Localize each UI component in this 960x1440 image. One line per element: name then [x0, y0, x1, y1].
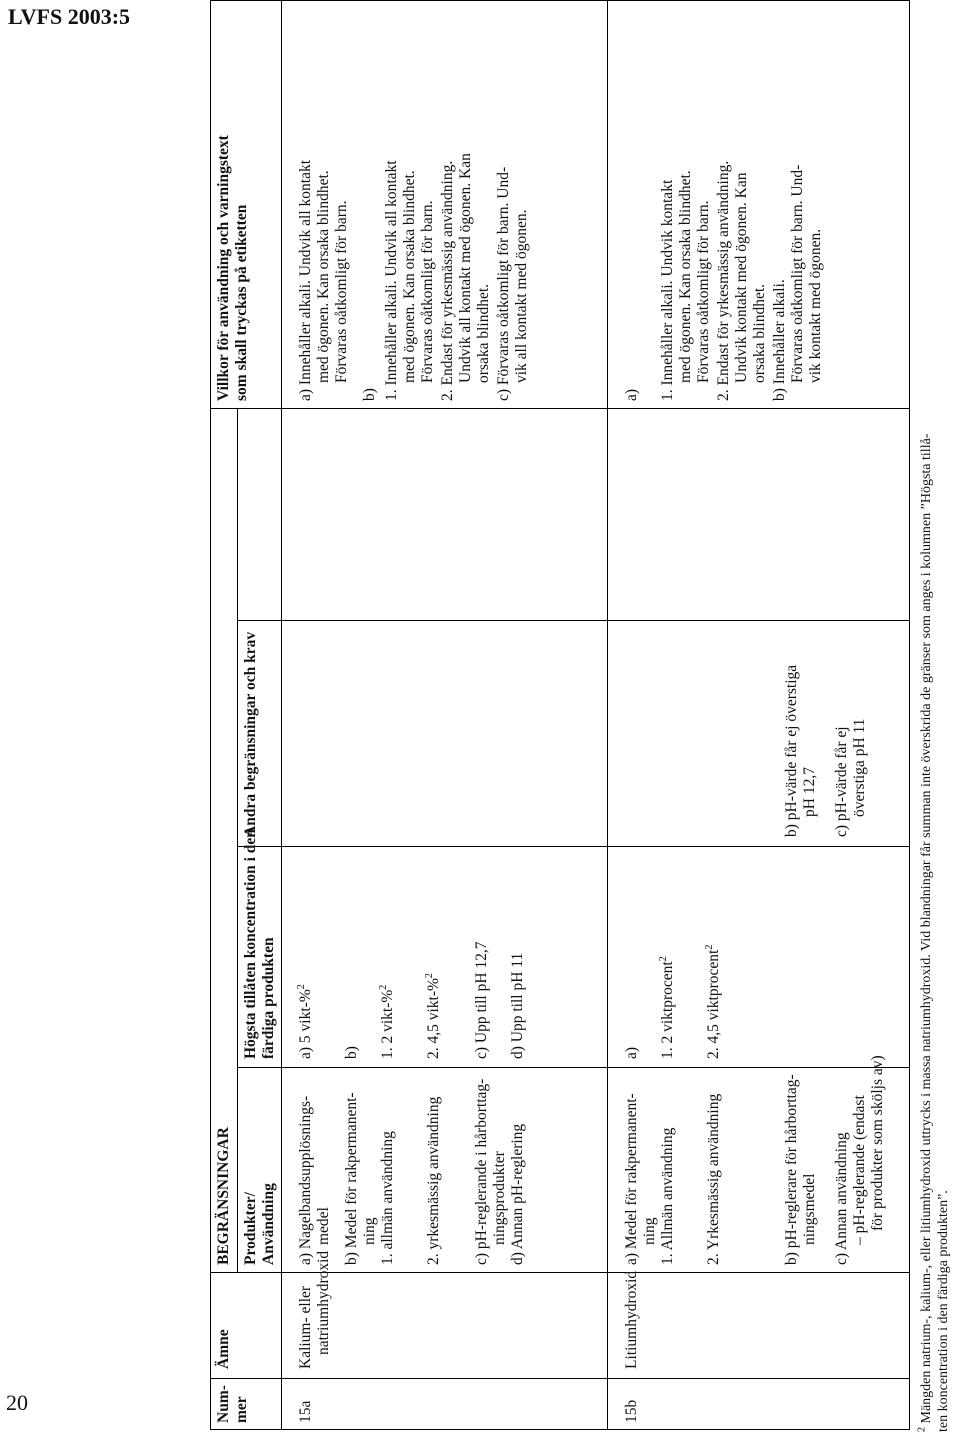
footnote-line-1: Mängden natrium-, kalium-, eller litiumhydroxid uttrycks i massa natriumhydroxid. Vid blandningar får summan inte överskrida de gränser som anges i kolumnen ”Högsta tillå-: [919, 433, 934, 1424]
col-header-amne: Ämne: [215, 1329, 232, 1369]
row-15a-produkt-line: 1. allmän användning: [379, 1131, 396, 1265]
row-15b-produkt-line: för produkter som sköljs av): [869, 1055, 886, 1231]
row-15b-produkt-line: ningsmedel: [801, 1173, 818, 1245]
row-15b-produkt-line: b) pH-reglerare för hårborttag-: [783, 1074, 800, 1265]
row-15a-villkor-line: med ögonen. Kan orsaka blindhet.: [315, 170, 332, 383]
row-15a-villkor-line: med ögonen. Kan orsaka blindhet.: [401, 170, 418, 383]
row-15b-hogsta-a: a): [623, 1046, 640, 1059]
row-15a-amne-1: Kalium- eller: [297, 1285, 314, 1369]
row-15b-villkor-line: orsaka blindhet.: [751, 283, 768, 383]
row-15a-produkt-line: b) Medel för rakpermanent-: [343, 1092, 360, 1265]
row-15a-villkor-line: b): [361, 388, 378, 401]
footnote-mark: 2: [916, 1427, 928, 1432]
row-15a-produkt-line: 2. yrkesmässig användning: [425, 1096, 442, 1265]
col-header-nummer-1: Num-: [215, 1385, 232, 1423]
row-15a-hogsta-d: d) Upp till pH 11: [509, 952, 526, 1059]
col-header-hogsta-2: färdiga produkten: [260, 937, 277, 1059]
row-15b-villkor-line: a): [623, 388, 640, 401]
row-15a-villkor-line: orsaka blindhet.: [475, 283, 492, 383]
row-15b-villkor-line: b) Innehåller alkali.: [771, 279, 788, 401]
col-header-produkter-1: Produkter/: [242, 1192, 259, 1265]
row-15a-produkt-line: ning: [361, 1217, 378, 1245]
page-number: 20: [6, 1390, 28, 1415]
row-15b-produkt-line: c) Annan användning: [833, 1132, 850, 1265]
row-15a-produkt-line: a) Nagelbandsupplösnings-: [297, 1095, 314, 1265]
row-15a-villkor-line: c) Förvaras oåtkomligt för barn. Und-: [495, 166, 512, 401]
row-15a-villkor-line: vik all kontakt med ögonen.: [513, 209, 530, 383]
row-15a-villkor-line: Förvaras oåtkomligt för barn.: [419, 200, 436, 383]
col-header-andra: Andra begränsningar och krav: [242, 631, 259, 837]
row-15b-villkor-line: 1. Innehåller alkali. Undvik kontakt: [659, 179, 676, 401]
col-header-begransningar: BEGRÄNSNINGAR: [215, 1127, 232, 1265]
row-15b-villkor-line: Förvaras oåtkomligt för barn. Und-: [789, 164, 806, 383]
row-15b-andra-line: pH 12,7: [801, 767, 818, 817]
col-header-nummer-2: mer: [233, 1396, 250, 1423]
restrictions-table: [210, 0, 910, 1430]
footnote-line-2: ten koncentration i den färdiga produkten”.: [936, 1190, 951, 1432]
row-15b-amne: Litiumhydroxid: [623, 1270, 640, 1369]
row-15a-produkt-line: medel: [315, 1207, 332, 1245]
row-15b-andra-line: b) pH-värde får ej överstiga: [783, 664, 800, 837]
row-15b-produkt-line: 2. Yrkesmässig användning: [705, 1093, 722, 1265]
row-15b-villkor-line: Förvaras oåtkomligt för barn.: [695, 200, 712, 383]
row-15a-amne-2: natriumhydroxid: [315, 1250, 332, 1355]
rotated-page-content: [210, 0, 960, 1440]
row-15a-villkor-line: Undvik all kontakt med ögonen. Kan: [457, 153, 474, 383]
row-15a-hogsta-b2: 2. 4,5 vikt-%$^2$: [423, 973, 442, 1059]
row-15b-villkor-line: 2. Endast för yrkesmässig användning.: [715, 160, 732, 401]
col-header-produkter-2: Användning: [260, 1183, 277, 1265]
row-15b-villkor-line: vik kontakt med ögonen.: [807, 228, 824, 383]
row-15b-produkt-line: ning: [641, 1217, 658, 1245]
row-15a-hogsta-a: a) 5 vikt-%$^2$: [295, 984, 314, 1059]
row-15b-produkt-line: a) Medel för rakpermanent-: [623, 1093, 640, 1265]
row-15a-villkor-line: a) Innehåller alkali. Undvik all kontakt: [297, 159, 314, 401]
row-15b-villkor-line: Undvik kontakt med ögonen. Kan: [733, 172, 750, 383]
row-15a-produkt-line: ningsprodukter: [491, 1151, 508, 1245]
row-15b-hogsta-a2: 2. 4,5 viktprocent$^2$: [703, 944, 722, 1059]
col-header-hogsta-1: Högsta tillåten koncentration i den: [242, 829, 259, 1059]
row-15b-hogsta-a1: 1. 2 viktprocent$^2$: [657, 956, 676, 1059]
row-15a-produkt-line: c) pH-reglerande i hårborttag-: [473, 1078, 490, 1265]
row-15a-hogsta-b: b): [343, 1046, 360, 1059]
row-15a-nummer: 15a: [297, 1400, 314, 1423]
row-15b-nummer: 15b: [623, 1399, 640, 1423]
row-15a-hogsta-c: c) Upp till pH 12,7: [473, 941, 490, 1059]
document-header: LVFS 2003:5: [8, 4, 131, 29]
footnote: [918, 434, 952, 1432]
row-15b-villkor-line: med ögonen. Kan orsaka blindhet.: [677, 170, 694, 383]
row-15a-hogsta-b1: 1. 2 vikt-%$^2$: [377, 984, 396, 1059]
row-15a-produkt-line: d) Annan pH-reglering: [509, 1123, 526, 1265]
col-header-villkor-2: som skall tryckas på etiketten: [233, 204, 250, 401]
row-15a-villkor-line: Förvaras oåtkomligt för barn.: [333, 200, 350, 383]
col-header-villkor-1: Villkor för användning och varningstext: [215, 135, 232, 401]
row-15b-produkt-line: – pH-reglerande (endast: [851, 1095, 868, 1245]
row-15b-andra-line: c) pH-värde får ej: [833, 726, 850, 837]
row-15a-villkor-line: 1. Innehåller alkali. Undvik all kontakt: [383, 160, 400, 401]
row-15a-villkor-line: 2. Endast för yrkesmässig användning.: [439, 160, 456, 401]
row-15b-produkt-line: 1. Allmän användning: [659, 1127, 676, 1265]
row-15b-andra-line: överstiga pH 11: [851, 718, 868, 817]
